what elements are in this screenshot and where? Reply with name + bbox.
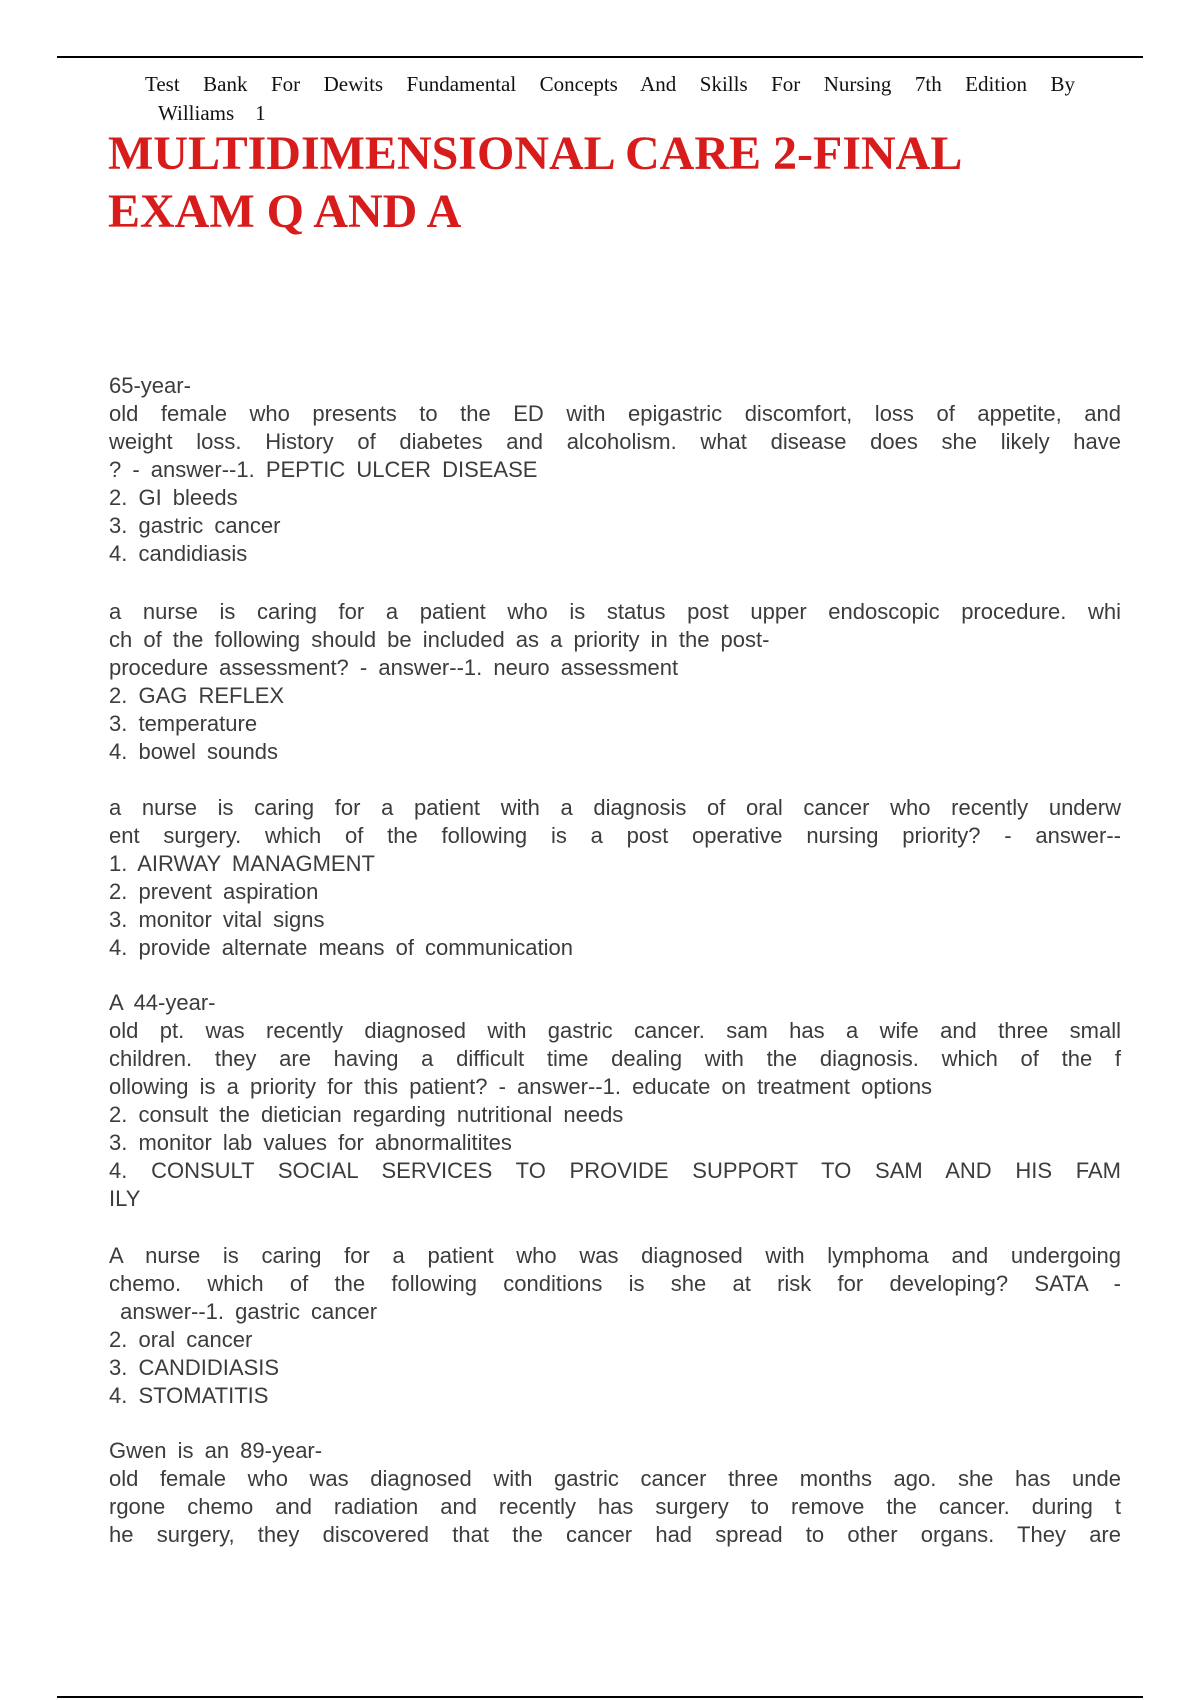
question-line: ? - answer--1. PEPTIC ULCER DISEASE bbox=[109, 457, 538, 482]
answer-option: 4. STOMATITIS bbox=[109, 1383, 269, 1408]
answer-option: 2. oral cancer bbox=[109, 1327, 253, 1352]
answer-option: 4. CONSULT SOCIAL SERVICES TO PROVIDE SUPPORT TO SAM AND HIS FAM bbox=[109, 1158, 1121, 1183]
answer-option: 4. candidiasis bbox=[109, 541, 248, 566]
answer-option: 3. temperature bbox=[109, 711, 258, 736]
running-header-line1: Test Bank For Dewits Fundamental Concepts And Skills For Nursing 7th Edition By bbox=[145, 72, 1075, 96]
running-header-line2: Williams 1 bbox=[158, 101, 266, 125]
question-line: Gwen is an 89-year- bbox=[109, 1438, 323, 1463]
document-title bbox=[108, 125, 1108, 241]
question-block-5 bbox=[109, 1242, 1121, 1410]
question-block-6 bbox=[109, 1437, 1121, 1549]
question-line: ollowing is a priority for this patient? - answer--1. educate on treatment options bbox=[109, 1074, 933, 1099]
answer-option: 3. monitor lab values for abnormalitites bbox=[109, 1130, 512, 1155]
question-line: children. they are having a difficult time dealing with the diagnosis. which of the f bbox=[109, 1046, 1121, 1071]
question-line: procedure assessment? - answer--1. neuro assessment bbox=[109, 655, 679, 680]
answer-option: 3. CANDIDIASIS bbox=[109, 1355, 280, 1380]
answer-option: 2. GI bleeds bbox=[109, 485, 238, 510]
question-line: weight loss. History of diabetes and alcoholism. what disease does she likely have bbox=[109, 429, 1121, 454]
question-line: old female who presents to the ED with epigastric discomfort, loss of appetite, and bbox=[109, 401, 1121, 426]
question-line: old pt. was recently diagnosed with gastric cancer. sam has a wife and three small bbox=[109, 1018, 1121, 1043]
answer-option: 4. provide alternate means of communication bbox=[109, 935, 574, 960]
question-line: rgone chemo and radiation and recently has surgery to remove the cancer. during t bbox=[109, 1494, 1121, 1519]
question-line: he surgery, they discovered that the cancer had spread to other organs. They are bbox=[109, 1522, 1121, 1547]
question-line: a nurse is caring for a patient who is status post upper endoscopic procedure. whi bbox=[109, 599, 1121, 624]
question-line: A 44-year- bbox=[109, 990, 216, 1015]
answer-option: 2. prevent aspiration bbox=[109, 879, 319, 904]
answer-option: 2. GAG REFLEX bbox=[109, 683, 285, 708]
question-block-3 bbox=[109, 794, 1121, 962]
answer-option: ILY bbox=[109, 1186, 141, 1211]
title-line2: EXAM Q AND A bbox=[108, 185, 462, 238]
title-line1: MULTIDIMENSIONAL CARE 2-FINAL bbox=[108, 127, 963, 180]
question-block-1 bbox=[109, 372, 1121, 568]
answer-option: 1. AIRWAY MANAGMENT bbox=[109, 851, 375, 876]
question-line: a nurse is caring for a patient with a diagnosis of oral cancer who recently underw bbox=[109, 795, 1121, 820]
top-rule bbox=[57, 56, 1143, 58]
answer-option: 3. gastric cancer bbox=[109, 513, 281, 538]
question-line: ent surgery. which of the following is a post operative nursing priority? - answer-- bbox=[109, 823, 1121, 848]
question-line: answer--1. gastric cancer bbox=[109, 1299, 378, 1324]
answer-option: 4. bowel sounds bbox=[109, 739, 278, 764]
question-line: A nurse is caring for a patient who was diagnosed with lymphoma and undergoing bbox=[109, 1243, 1121, 1268]
question-block-4 bbox=[109, 989, 1121, 1213]
question-line: 65-year- bbox=[109, 373, 191, 398]
question-line: ch of the following should be included as a priority in the post- bbox=[109, 627, 770, 652]
bottom-rule bbox=[57, 1696, 1143, 1698]
answer-option: 3. monitor vital signs bbox=[109, 907, 325, 932]
question-line: old female who was diagnosed with gastric cancer three months ago. she has unde bbox=[109, 1466, 1121, 1491]
question-line: chemo. which of the following conditions is she at risk for developing? SATA - bbox=[109, 1271, 1121, 1296]
answer-option: 2. consult the dietician regarding nutritional needs bbox=[109, 1102, 624, 1127]
question-block-2 bbox=[109, 598, 1121, 766]
